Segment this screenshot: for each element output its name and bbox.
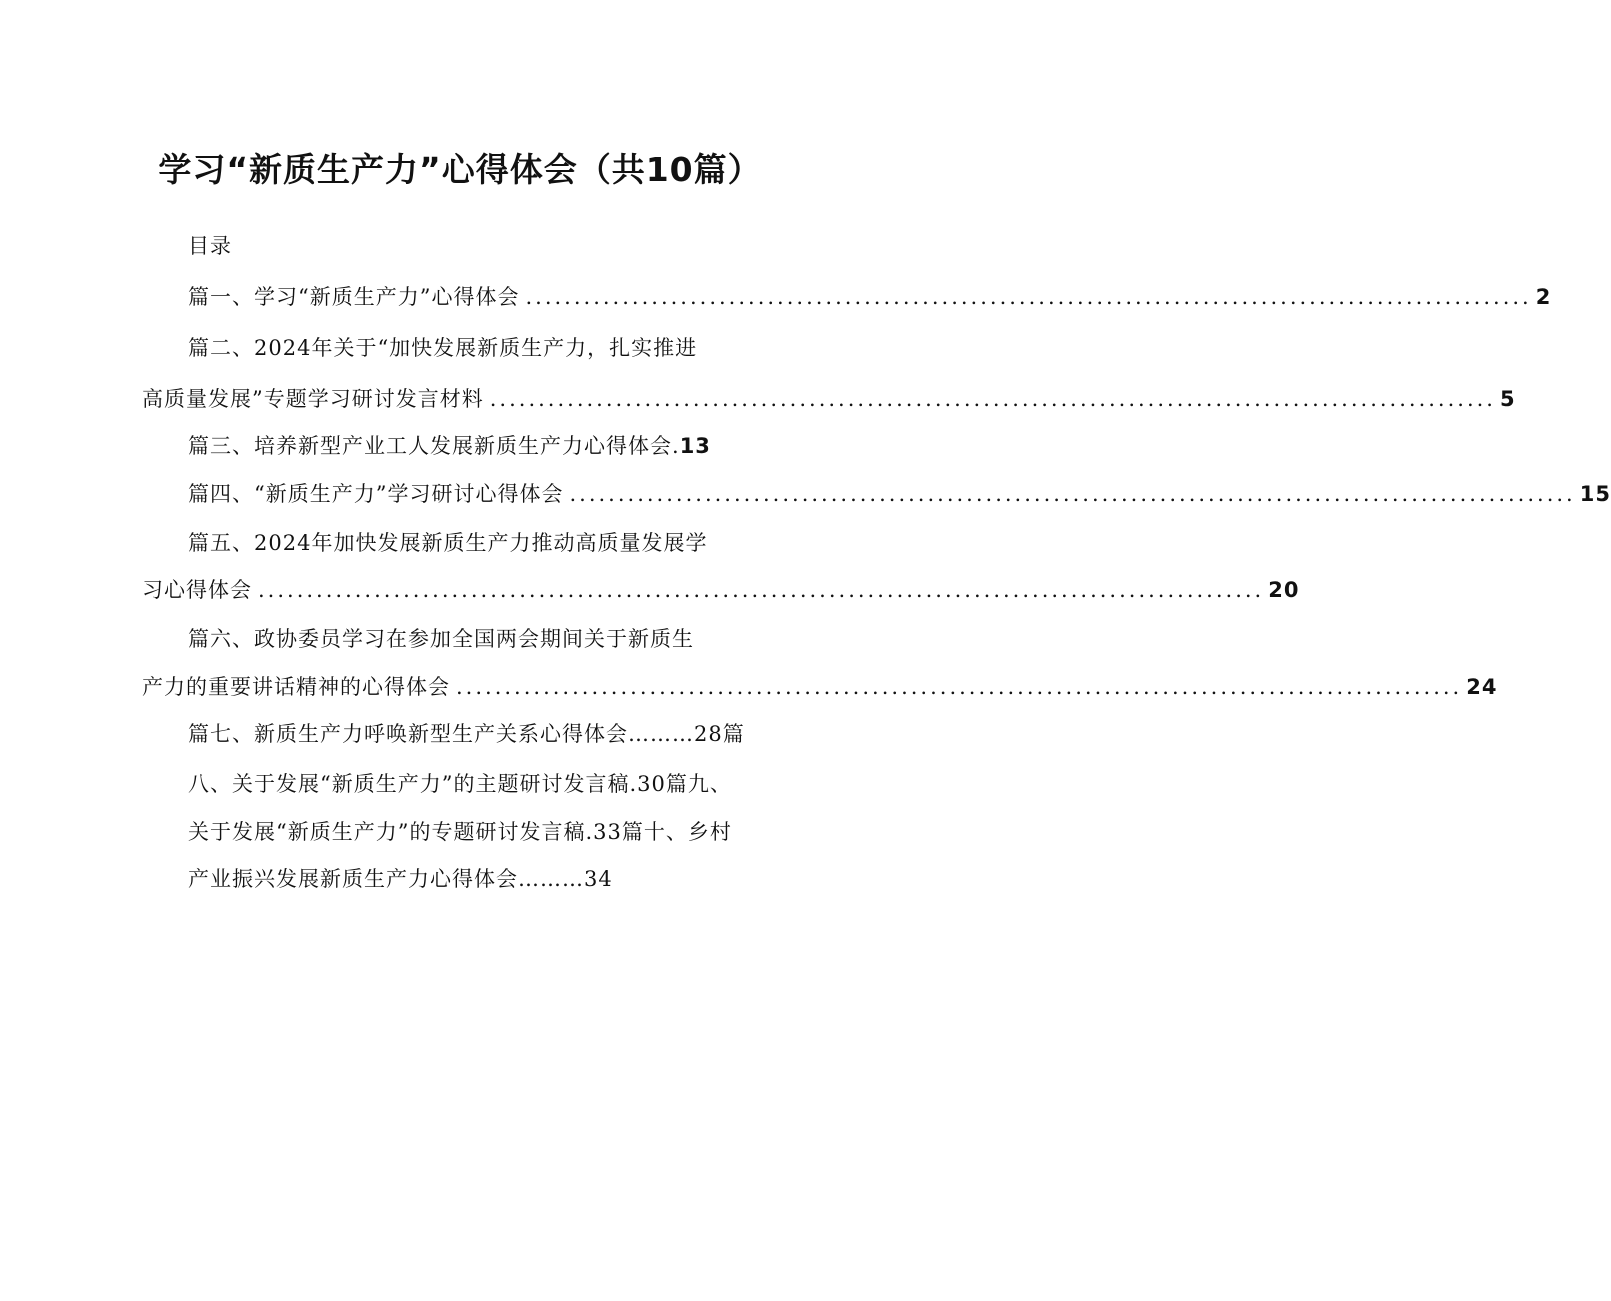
toc-entry-3[interactable]: [188, 431, 711, 461]
toc-runon-line-4[interactable]: 产业振兴发展新质生产力心得体会………34: [188, 867, 613, 891]
toc-entry-2-leader: ........................................................................................................: [489, 387, 1496, 411]
toc-entry-1-page: 2: [1535, 285, 1552, 309]
toc-heading: 目录: [188, 234, 232, 258]
toc-entry-4[interactable]: [188, 479, 1611, 509]
toc-entry-1-text: 篇一、学习“新质生产力”心得体会: [188, 285, 520, 309]
document-title: 学习“新质生产力”心得体会（共10篇）: [158, 150, 762, 189]
toc-entry-2-page: 5: [1499, 387, 1516, 411]
toc-entry-5-page: 20: [1268, 578, 1300, 602]
toc-entry-4-text: 篇四、“新质生产力”学习研讨心得体会: [188, 482, 564, 506]
toc-entry-6-page: 24: [1466, 675, 1498, 699]
toc-entry-4-page: 15: [1579, 482, 1611, 506]
toc-entry-5-text: 习心得体会: [142, 578, 252, 602]
toc-entry-6-line1[interactable]: 篇六、政协委员学习在参加全国两会期间关于新质生: [188, 627, 694, 651]
toc-runon-line-1[interactable]: 篇七、新质生产力呼唤新型生产关系心得体会………28篇: [188, 722, 745, 746]
toc-entry-5[interactable]: [142, 575, 1300, 605]
toc-runon-line-2[interactable]: 八、关于发展“新质生产力”的主题研讨发言稿.30篇九、: [188, 772, 732, 796]
toc-entry-6[interactable]: [142, 672, 1498, 702]
toc-entry-1-leader: ........................................................................................................: [525, 285, 1532, 309]
toc-entry-3-text: 篇三、培养新型产业工人发展新质生产力心得体会.: [188, 434, 680, 458]
toc-entry-3-page: 13: [679, 434, 711, 458]
toc-entry-1[interactable]: [188, 282, 1552, 312]
toc-entry-5-leader: ........................................................................................................: [258, 578, 1265, 602]
toc-entry-4-leader: ........................................................................................................: [569, 482, 1576, 506]
toc-entry-5-line1[interactable]: 篇五、2024年加快发展新质生产力推动高质量发展学: [188, 531, 708, 555]
toc-entry-2[interactable]: [142, 384, 1516, 414]
toc-runon-line-3[interactable]: 关于发展“新质生产力”的专题研讨发言稿.33篇十、乡村: [188, 820, 732, 844]
toc-entry-6-leader: ........................................................................................................: [456, 675, 1463, 699]
toc-entry-2-line1[interactable]: 篇二、2024年关于“加快发展新质生产力，扎实推进: [188, 336, 698, 360]
toc-entry-2-text: 高质量发展”专题学习研讨发言材料: [142, 387, 484, 411]
toc-entry-6-text: 产力的重要讲话精神的心得体会: [142, 675, 450, 699]
